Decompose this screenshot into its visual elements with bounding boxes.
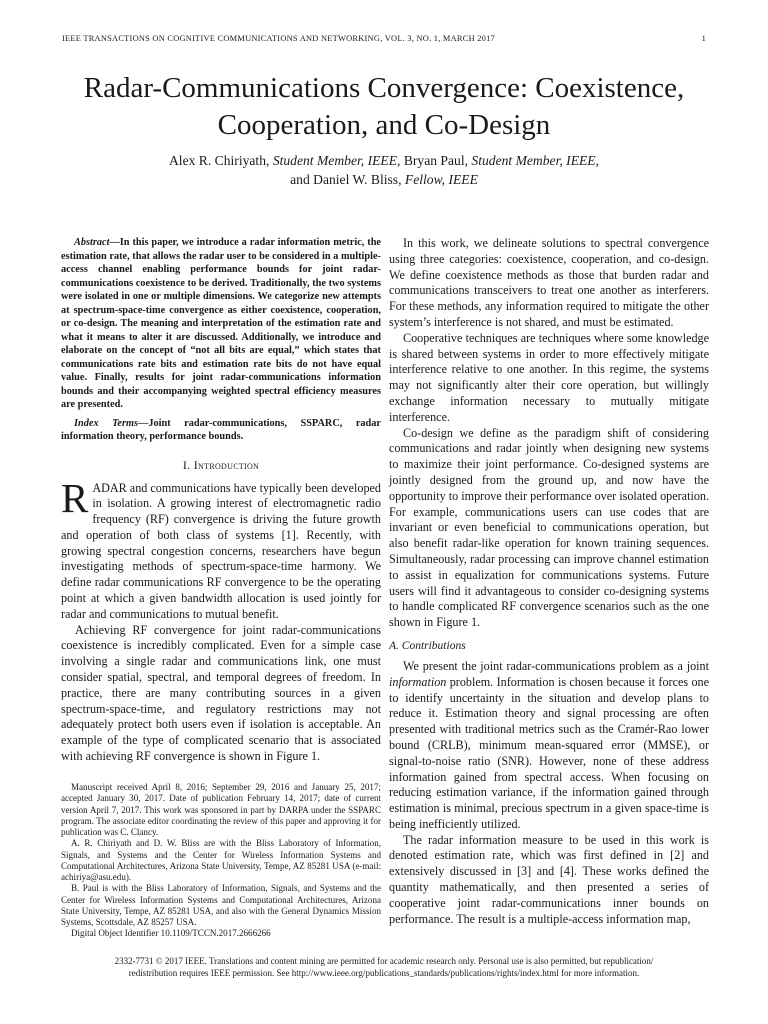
- intro-paragraph-1: [61, 474, 381, 623]
- author-1-name: Alex R. Chiriyath,: [168, 153, 273, 168]
- section-heading-introduction: [61, 458, 381, 473]
- manuscript-note: Manuscript received April 8, 2016; September 29, 2016 and January 25, 2017; accepted January 30, 2017. Date of publication February 14, 2017; date of current version April 7, 2017. This work was sponsored in part by DARPA under the SSPARC program. The associate editor coordinating the review of this paper and approving it for publication was C. Clancy.: [61, 782, 381, 837]
- title-line-1: Radar-Communications Convergence: Coexistence,: [83, 72, 685, 104]
- left-column: [61, 236, 381, 765]
- abstract-text: —In this paper, we introduce a radar information metric, the estimation rate, that allows the radar user to be considered in a multiple-access channel enabling performance bounds for joint radar-communications coexistence to be derived. Traditionally, the two systems were isolated in one or multiple dimensions. We categorize new attempts at spectrum-space-time convergence as either coexistence, cooperation, or co-design. The meaning and interpretation of the estimation rate and what it means to alter it are discussed. Additionally, we introduce and elaborate on the concept of “not all bits are equal,” which states that communications rate bits and estimation rate bits do not have equal value. Finally, results for joint radar-communications information bounds and their accompanying weighted spectral efficiency measures are presented.: [61, 237, 381, 410]
- emphasized-word: information: [389, 674, 447, 689]
- journal-name: IEEE TRANSACTIONS ON COGNITIVE COMMUNICATIONS AND NETWORKING, VOL. 3, NO. 1, MARCH 2017: [62, 34, 495, 43]
- doi-note: Digital Object Identifier 10.1109/TCCN.2017.2666266: [71, 928, 271, 939]
- affiliation-note-1: A. R. Chiriyath and D. W. Bliss are with the Bliss Laboratory of Information, Signals, and Systems and the Center for Wireless Information Systems and Computational Architectures, Arizona State University, Tempe, AZ 85281 USA (e-mail: achiriya@asu.edu).: [61, 838, 381, 882]
- right-paragraph-2: Cooperative techniques are techniques where some knowledge is shared between systems in order to more effectively mitigate interference relative to one another. In this regime, the systems may not significantly alter their core operation, but willingly exchange information necessary to mutually mitigate interference.: [389, 330, 709, 424]
- right-paragraph-4-start: We present the joint radar-communications problem as a joint: [403, 658, 709, 673]
- paper-title: [40, 70, 728, 144]
- section-numeral: I.: [182, 457, 194, 472]
- page-number: 1: [701, 34, 706, 43]
- abstract-label: Abstract: [74, 237, 110, 248]
- index-terms: [61, 417, 381, 444]
- author-3-name: and Daniel W. Bliss,: [290, 172, 405, 187]
- right-paragraph-4: [389, 659, 709, 833]
- intro-paragraph-1-text: ADAR and communications have typically been developed in isolation. A growing interest of electromagnetic radio frequency (RF) convergence is driving the future growth and operation of both class of systems [1]. Recently, with growing spectral congestion concerns, researchers have begun investigating methods of spectrum-space-time harmony. We define radar communications RF convergence to be the operating point at which a given bandwidth allocation is used jointly for radar and communications to mutual benefit.: [61, 480, 381, 621]
- subsection-heading-contributions: A. Contributions: [389, 639, 466, 652]
- right-paragraph-5: The radar information measure to be used in this work is denoted estimation rate, which was first defined in [2] and extensively discussed in [3] and [4]. These works defined the quantity mathematically, and then presented a series of cooperative joint radar-communications inner bounds on performance. The result is a multiple-access information map,: [389, 832, 709, 926]
- right-paragraph-1: In this work, we delineate solutions to spectral convergence using three categories: coexistence, cooperation, and co-design. We define coexistence methods as those that burden radar and communications transceivers to treat one another as interferers. For these methods, any information required to mitigate the other system’s interference is not shared, and must be estimated.: [389, 236, 709, 329]
- author-list: [40, 151, 728, 189]
- title-line-2: Cooperation, and Co-Design: [217, 109, 551, 141]
- rights-link[interactable]: http://www.ieee.org/publications_standards/publications/rights/index.html: [291, 967, 559, 978]
- author-1-membership: Student Member, IEEE: [272, 153, 398, 168]
- index-terms-text: —Joint radar-communications, SSPARC, radar information theory, performance bounds.: [61, 417, 381, 442]
- author-3-membership: Fellow, IEEE: [404, 172, 478, 187]
- author-separator: ,: [595, 153, 600, 168]
- section-title: Introduction: [193, 457, 260, 472]
- right-paragraph-3: Co-design we define as the paradigm shift of considering communications and radar jointly when designing new systems to maximize their joint performance. Co-designed systems are jointly designed from the ground up, and now have the opportunity to improve their performance over isolated operation. For example, communications users can use codes that are invariant or even beneficial to communications operation, but also benefit radar-like operation for known training sequences. Simultaneously, radar processing can improve channel estimation to assist in equalization for communications systems. Future users will find it advantageous to consider co-designing systems to handle complicated RF convergence scenarios such as the one shown in Figure 1.: [389, 425, 709, 630]
- right-column: [389, 236, 709, 927]
- copyright-line-2: redistribution requires IEEE permission. See: [128, 967, 292, 978]
- copyright-line-1: 2332-7731 © 2017 IEEE. Translations and content mining are permitted for academic research only. Personal use is also permitted, but republication/: [114, 956, 654, 966]
- index-terms-label: Index Terms: [74, 417, 139, 429]
- author-2-membership: Student Member, IEEE: [471, 153, 596, 168]
- author-2-name: , Bryan Paul,: [397, 153, 472, 168]
- abstract: [61, 236, 381, 412]
- running-header: [62, 34, 706, 48]
- right-paragraph-4-rest: problem. Information is chosen because it forces one to identify uncertainty in the situation and develop plans to reduce it. Estimation theory and signal processing are often presented with traditional metrics such as the Cramér-Rao lower bound (CRLB), minimum mean-squared error (MMSE), or signal-to-noise ratio (SNR). However, none of these address information gained from spectral access. When focusing on reducing estimation variance, if the information gained through estimation is minimal, precious spectrum in a given space-time is being inefficiently utilized.: [389, 674, 709, 831]
- drop-cap: R: [61, 474, 89, 521]
- intro-paragraph-2: Achieving RF convergence for joint radar-communications coexistence is incredibly complicated. Even for a simple case involving a single radar and communications link, one must consider spatial, spectral, and temporal degrees of freedom. In practice, there are many contributing sources in a given spectrum-space-time, and regulatory restrictions may not adequately protect both users even if isolation is acceptable. An example of the type of complicated scenario that is associated with achieving RF convergence is shown in Figure 1.: [61, 622, 381, 764]
- copyright-line-2-end: for more information.: [558, 967, 640, 978]
- affiliation-note-2: B. Paul is with the Bliss Laboratory of Information, Signals, and Systems and the Center for Wireless Information Systems and Computational Architectures, Arizona State University, Tempe, AZ 85281 USA, and also with the General Dynamics Mission Systems, Scottsdale, AZ 85257 USA.: [61, 883, 381, 927]
- copyright-footer: [40, 956, 728, 979]
- footnotes: [61, 782, 381, 940]
